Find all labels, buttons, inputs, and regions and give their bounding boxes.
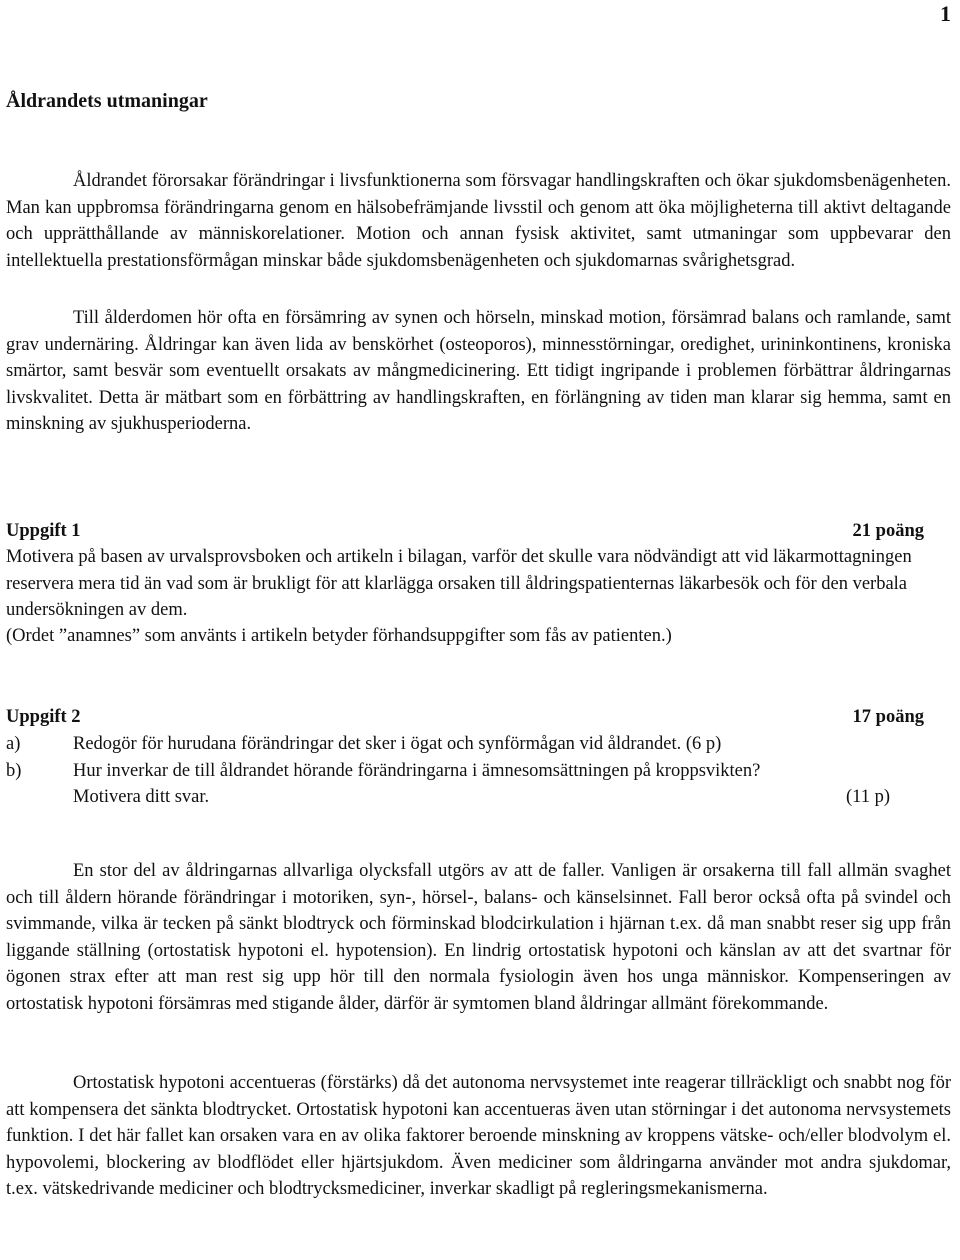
task-2a-text: Redogör för hurudana förändringar det sker i ögat och synförmågan vid åldrandet. (6 p) (73, 734, 722, 754)
page-number: 1 (940, 1, 951, 26)
task-1-points: 21 poäng (852, 521, 924, 541)
section-2-paragraph-1: En stor del av åldringarnas allvarliga olycksfall utgörs av att de faller. Vanligen är orsakerna till fall allmän svaghet och till åldern hörande förändringar i motoriken, syn-, hörsel-, balans- och känselsinnet. Fall beror också ofta på svindel och svimmande, vilka är tecken på sänkt blodtryck och förminskad blodcirkulation i hjärnan t.ex. då man snabbt reser sig upp från liggande ställning (ortostatisk hypotoni el. hypotension). En lindrig ortostatisk hypotoni och känslan av att det svartnar för ögonen strax efter att man rest sig upp hör till den normala fysiologin även hos unga människor. Kompenseringen av ortostatisk hypotoni försämras med stigande ålder, därför är symtomen bland åldringar allmänt förekommande. (6, 861, 951, 1014)
task-2-points: 17 poäng (852, 707, 924, 727)
task-2b-text: Hur inverkar de till åldrandet hörande förändringarna i ämnesomsättningen på kroppsvikten? (73, 761, 761, 781)
page-title: Åldrandets utmaningar (6, 90, 208, 112)
task-2b-text-2: Motivera ditt svar. (73, 787, 210, 807)
task-2a (6, 731, 936, 758)
task-2a-letter: a) (6, 734, 21, 754)
section-2-paragraph-2: Ortostatisk hypotoni accentueras (förstärks) då det autonoma nervsystemet inte reagerar tillräckligt och snabbt nog för att kompensera det sänkta blodtrycket. Ortostatisk hypotoni kan accentueras även utan störningar i det autonoma nervsystemets funktion. I det här fallet kan orsaken vara en av olika faktorer beroende minskning av kroppens vätske- och/eller blodvolym el. hypovolemi, blockering av blodflödet eller hjärtsjukdom. Även mediciner som åldringarna använder mot andra sjukdomar, t.ex. vätskedrivande mediciner och blodtrycksmediciner, inverkar skadligt på regleringsmekanismerna. (6, 1073, 951, 1199)
task-1-heading (6, 518, 924, 545)
task-2-label: Uppgift 2 (6, 707, 81, 727)
task-2b-line-2 (73, 784, 890, 811)
intro-paragraph-1: Åldrandet förorsakar förändringar i livsfunktionerna som försvagar handlingskraften och ökar sjukdomsbenägenheten. Man kan uppbromsa förändringarna genom en hälsobefrämjande livsstil och genom att öka möjligheterna till aktivt deltagande och upprätthållande av människorelationer. Motion och annan fysisk aktivitet, samt utmaningar som uppbevarar den intellektuella prestationsförmågan minskar både sjukdomsbenägenheten och sjukdomarnas svårighetsgrad. (6, 171, 951, 271)
task-1-label: Uppgift 1 (6, 521, 81, 541)
task-2b-letter: b) (6, 761, 22, 781)
task-1-text: Motivera på basen av urvalsprovsboken och artikeln i bilagan, varför det skulle vara nödvändigt att vid läkarmottagningen reservera mera tid än vad som är brukligt för att klarlägga orsaken till åldringspatienternas läkarbesök och för den verbala undersökningen av dem. (6, 547, 912, 620)
intro-paragraph-2: Till ålderdomen hör ofta en försämring av synen och hörseln, minskad motion, försämrad balans och ramlande, samt grav undernäring. Åldringar kan även lida av benskörhet (osteoporos), minnesstörningar, oredighet, urininkontinens, kroniska smärtor, samt besvär som eventuellt orsakats av mångmedicinering. Ett tidigt ingripande i problemen förbättrar åldringarnas livskvalitet. Detta är mätbart som en förbättring av handlingskraften, en förlängning av tiden man klarar sig hemma, samt en minskning av sjukhusperioderna. (6, 308, 951, 434)
task-2-heading (6, 704, 924, 731)
task-1-note: (Ordet ”anamnes” som använts i artikeln betyder förhandsuppgifter som fås av patienten.) (6, 626, 672, 646)
task-2b (6, 758, 936, 785)
task-2b-points: (11 p) (845, 787, 890, 807)
